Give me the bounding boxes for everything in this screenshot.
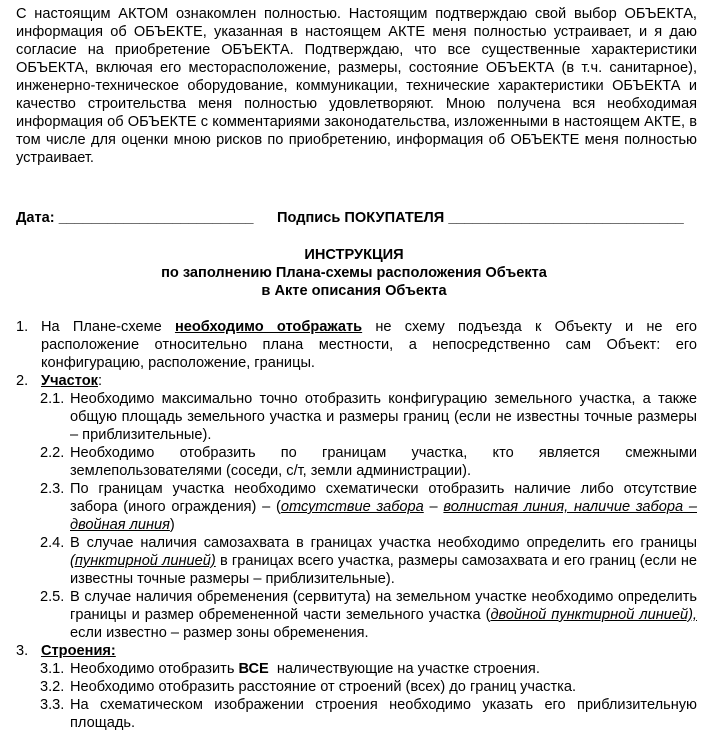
sub-item-text: По границам участка необходимо схематически отобразить наличие либо отсутствие забора (иного ограждения) – (отсутствие забора – волнистая линия, наличие забора – двойная линия) xyxy=(70,481,697,533)
buyer-signature-label: Подпись ПОКУПАТЕЛЯ _____________________________ xyxy=(277,210,684,226)
sub-item-3-3 xyxy=(16,696,697,732)
sub-item-2-2 xyxy=(16,444,697,480)
sub-item-text: Необходимо максимально точно отобразить конфигурацию земельного участка, а также общую площадь земельного участка и размеры границ (если не известны точные размеры – приблизительные). xyxy=(70,391,697,443)
sub-item-3-1 xyxy=(16,660,697,678)
bold-emphasis: ВСЕ xyxy=(238,661,269,677)
list-item-number: 2. xyxy=(16,373,29,389)
acknowledgement-paragraph: С настоящим АКТОМ ознакомлен полностью. Настоящим подтверждаю свой выбор ОБЪЕКТА, информация об ОБЪЕКТЕ, указанная в настоящем АКТЕ меня полностью устраивает, и я даю согласие на приобретение ОБЪЕКТА. Подтверждаю, что все существенные характеристики ОБЪЕКТА, включая его месторасположение, размеры, состояние ОБЪЕКТА (в т.ч. санитарное), инженерно-техническое оборудование, коммуникации, технические характеристики ОБЪЕКТА и качество строительства меня полностью удовлетворяют. Мною получена вся необходимая информация об ОБЪЕКТЕ с комментариями законодательства, изложенными в настоящем АКТЕ, в том числе для оценки мною рисков по приобретению, информация об ОБЪЕКТЕ меня полностью устраивает. xyxy=(16,6,697,166)
sub-item-2-1 xyxy=(16,390,697,444)
instruction-heading xyxy=(0,246,708,300)
sub-item-2-4 xyxy=(16,534,697,588)
sub-item-text: В случае наличия обременения (сервитута) на земельном участке необходимо определить границы и размер обремененной части земельного участка (двойной пунктирной линией), если известно – размер зоны обременения. xyxy=(70,589,697,641)
sub-item-text: На схематическом изображении строения необходимо указать его приблизительную площадь. xyxy=(70,697,697,731)
sub-item-number: 2.5. xyxy=(40,589,65,605)
sub-item-3-2 xyxy=(16,678,697,696)
sub-item-number: 2.1. xyxy=(40,391,65,407)
sub-item-number: 3.2. xyxy=(40,679,65,695)
sub-item-number: 2.4. xyxy=(40,535,65,551)
sub-item-number: 3.3. xyxy=(40,697,65,713)
sub-item-number: 2.2. xyxy=(40,445,65,461)
list-item-3 xyxy=(16,642,697,660)
instruction-list xyxy=(16,318,697,732)
italic-note: отсутствие забора xyxy=(280,499,424,515)
sub-item-number: 3.1. xyxy=(40,661,65,677)
sub-item-2-3 xyxy=(16,480,697,534)
sub-item-2-5 xyxy=(16,588,697,642)
sub-item-text: Необходимо отобразить расстояние от строений (всех) до границ участка. xyxy=(70,679,577,695)
sub-item-text: В случае наличия самозахвата в границах участка необходимо определить его границы (пунктирной линией) в границах всего участка, размеры самозахвата и его границ (если не известны точные размеры – приблизительные). xyxy=(70,535,697,587)
instruction-subtitle-2: в Акте описания Объекта xyxy=(261,283,447,299)
emphasis-text: необходимо отображать xyxy=(174,319,363,335)
date-field-label: Дата: ________________________ xyxy=(16,210,254,226)
instruction-subtitle-1: по заполнению Плана-схемы расположения Объекта xyxy=(161,265,547,281)
list-item-text: На Плане-схеме необходимо отображать не схему подъезда к Объекту и не его расположение относительно плана местности, а непосредственно сам Объект: его конфигурацию, расположение, границы. xyxy=(41,319,697,371)
list-item-1 xyxy=(16,318,697,372)
italic-note: волнистая линия, наличие забора – двойная линия xyxy=(70,499,697,533)
italic-note: двойной пунктирной линией), xyxy=(490,607,697,623)
instruction-title: ИНСТРУКЦИЯ xyxy=(304,247,404,263)
sub-item-text: Необходимо отобразить по границам участка, кто является смежными землепользователями (соседи, с/т, земли администрации). xyxy=(70,445,697,479)
sub-item-text: Необходимо отобразить ВСЕ наличествующие на участке строения. xyxy=(70,661,540,677)
list-item-number: 1. xyxy=(16,319,29,335)
sub-item-number: 2.3. xyxy=(40,481,65,497)
list-item-number: 3. xyxy=(16,643,29,659)
list-item-2 xyxy=(16,372,697,390)
italic-note: (пунктирной линией) xyxy=(70,553,216,569)
section-heading-buildings: Строения: xyxy=(41,643,116,659)
section-heading-plot: Участок: xyxy=(41,373,103,389)
